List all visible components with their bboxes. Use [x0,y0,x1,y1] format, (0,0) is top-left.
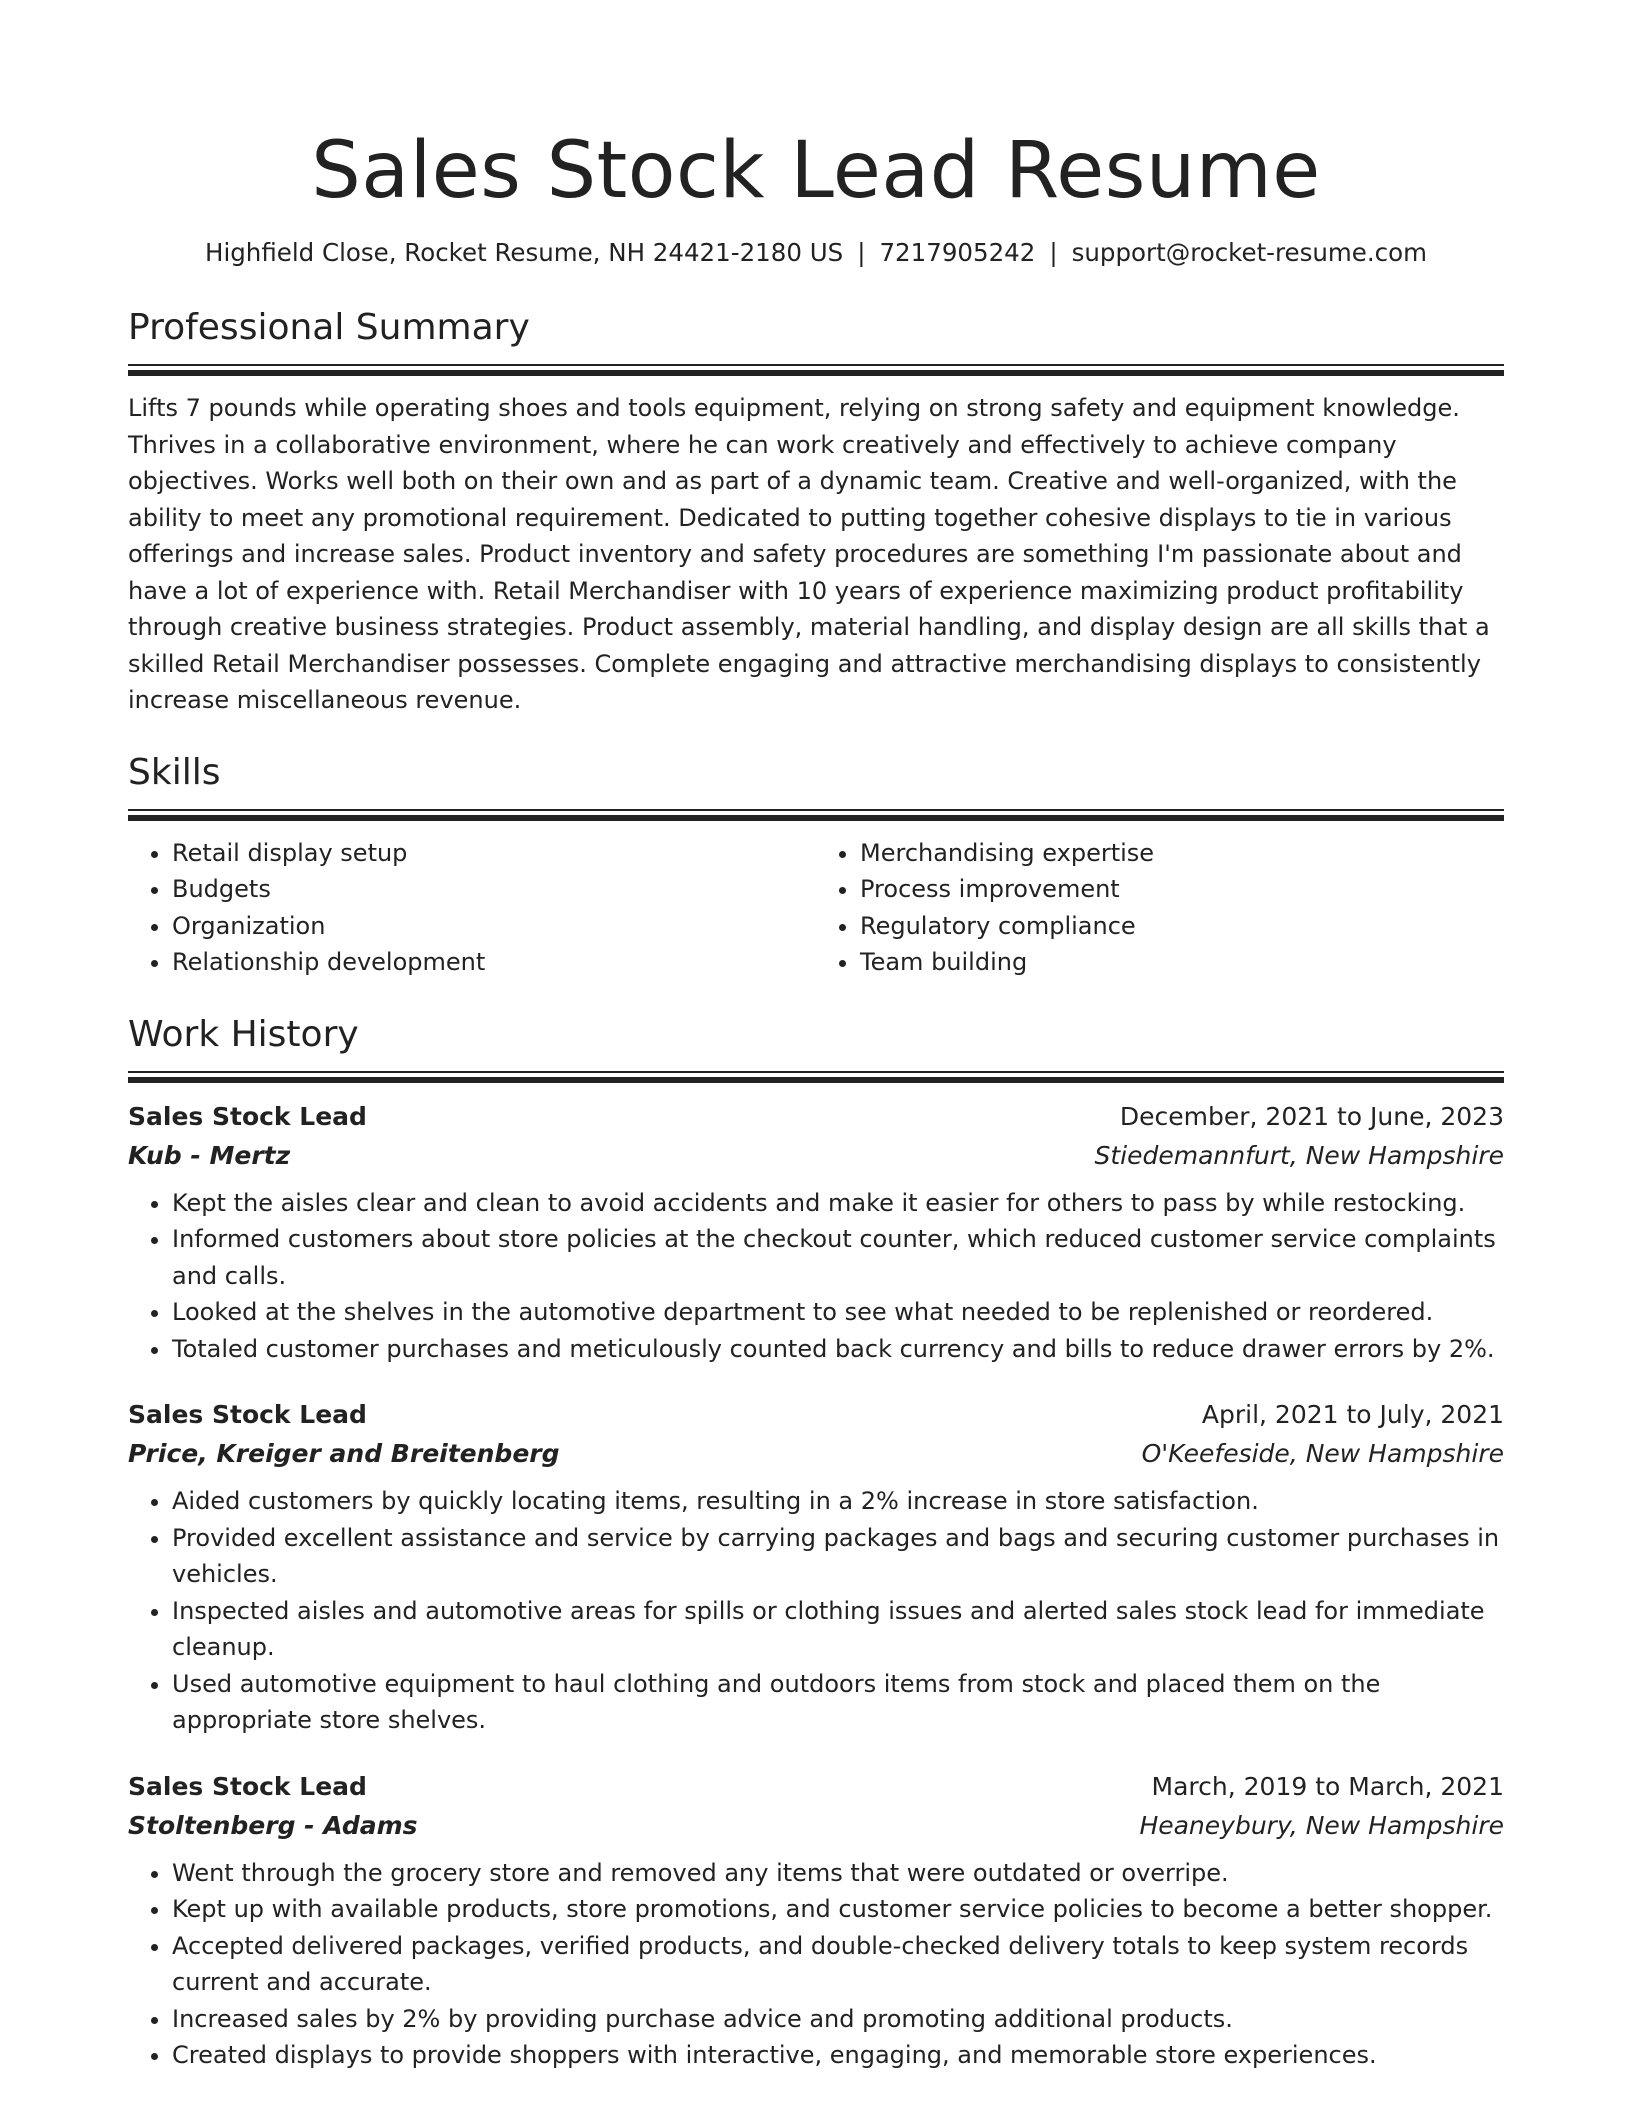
job-bullet: • Used automotive equipment to haul clothing and outdoors items from stock and placed them on the appropriate store shelves. [172,1666,1504,1739]
job-bullet: • Kept up with available products, store promotions, and customer service policies to become a better shopper. [172,1891,1504,1928]
job-dates: March, 2019 to March, 2021 [1151,1771,1504,1801]
job-title: Sales Stock Lead [128,1771,367,1801]
job-bullets [128,1185,1504,1368]
skills-columns [128,835,1504,981]
job-bullets [128,1483,1504,1739]
job-bullet: • Inspected aisles and automotive areas for spills or clothing issues and alerted sales stock lead for immediate cleanup. [172,1593,1504,1666]
job-company: Stoltenberg - Adams [128,1810,418,1840]
job-bullet: • Accepted delivered packages, verified products, and double-checked delivery totals to keep system records current and accurate. [172,1928,1504,2001]
job-bullet: • Kept the aisles clear and clean to avoid accidents and make it easier for others to pass by while restocking. [172,1185,1504,1222]
job-entry [128,1767,1504,2074]
job-company: Price, Kreiger and Breitenberg [128,1439,560,1468]
job-title: Sales Stock Lead [128,1400,367,1429]
job-entry [128,1395,1504,1739]
job-bullet: • Totaled customer purchases and meticulously counted back currency and bills to reduce drawer errors by 2%. [172,1331,1504,1368]
work-history-heading: Work History [128,1013,359,1055]
section-divider [128,364,1504,376]
skill-item: • Merchandising expertise [860,835,1504,872]
resume-page [128,116,1504,2102]
skill-item: • Organization [172,908,816,945]
job-location: Heaneybury, New Hampshire [1139,1810,1504,1840]
job-bullet: • Went through the grocery store and removed any items that were outdated or overripe. [172,1855,1504,1892]
skill-item: • Process improvement [860,871,1504,908]
section-divider [128,809,1504,821]
contact-separator: | [857,238,866,267]
job-bullet: • Looked at the shelves in the automotive department to see what needed to be replenished or reordered. [172,1294,1504,1331]
summary-section [128,304,1504,719]
job-company: Kub - Mertz [128,1140,291,1170]
job-bullets [128,1855,1504,2074]
job-bullet: • Informed customers about store policies at the checkout counter, which reduced customer service complaints and calls. [172,1221,1504,1294]
summary-text: Lifts 7 pounds while operating shoes and tools equipment, relying on strong safety and equipment knowledge. Thrives in a collaborative environment, where he can work creatively and effectively to achieve company objectives. Works well both on their own and as part of a dynamic team. Creative and well-organized, with the ability to meet any promotional requirement. Dedicated to putting together cohesive displays to tie in various offerings and increase sales. Product inventory and safety procedures are something I'm passionate about and have a lot of experience with. Retail Merchandiser with 10 years of experience maximizing product profitability through creative business strategies. Product assembly, material handling, and display design are all skills that a skilled Retail Merchandiser possesses. Complete engaging and attractive merchandising displays to consistently increase miscellaneous revenue. [128,394,1490,714]
job-bullet: • Created displays to provide shoppers with interactive, engaging, and memorable store experiences. [172,2037,1504,2074]
contact-separator: | [1049,238,1058,267]
skills-list-right [816,835,1504,981]
job-dates: December, 2021 to June, 2023 [1119,1101,1504,1131]
job-dates: April, 2021 to July, 2021 [1201,1400,1504,1429]
job-title: Sales Stock Lead [128,1101,367,1131]
job-location: Stiedemannfurt, New Hampshire [1094,1140,1504,1170]
job-bullet: • Aided customers by quickly locating items, resulting in a 2% increase in store satisfaction. [172,1483,1504,1520]
skill-item: • Budgets [172,871,816,908]
job-entry [128,1097,1504,1368]
job-bullet: • Increased sales by 2% by providing purchase advice and promoting additional products. [172,2001,1504,2038]
contact-email: support@rocket-resume.com [1071,238,1427,267]
work-history-section [128,1011,1504,2074]
contact-phone: 7217905242 [879,238,1036,267]
summary-heading: Professional Summary [128,307,530,348]
contact-line [128,236,1504,270]
contact-address: Highfield Close, Rocket Resume, NH 24421-2180 US [205,238,844,267]
skills-heading: Skills [128,751,221,793]
skill-item: • Retail display setup [172,835,816,872]
job-location: O'Keefeside, New Hampshire [1141,1439,1504,1468]
section-divider [128,1071,1504,1083]
skill-item: • Regulatory compliance [860,908,1504,945]
skills-section [128,749,1504,981]
job-bullet: • Provided excellent assistance and service by carrying packages and bags and securing customer purchases in vehicles. [172,1520,1504,1593]
skill-item: • Team building [860,944,1504,981]
skill-item: • Relationship development [172,944,816,981]
skills-list-left [128,835,816,981]
resume-title: Sales Stock Lead Resume [311,126,1321,216]
